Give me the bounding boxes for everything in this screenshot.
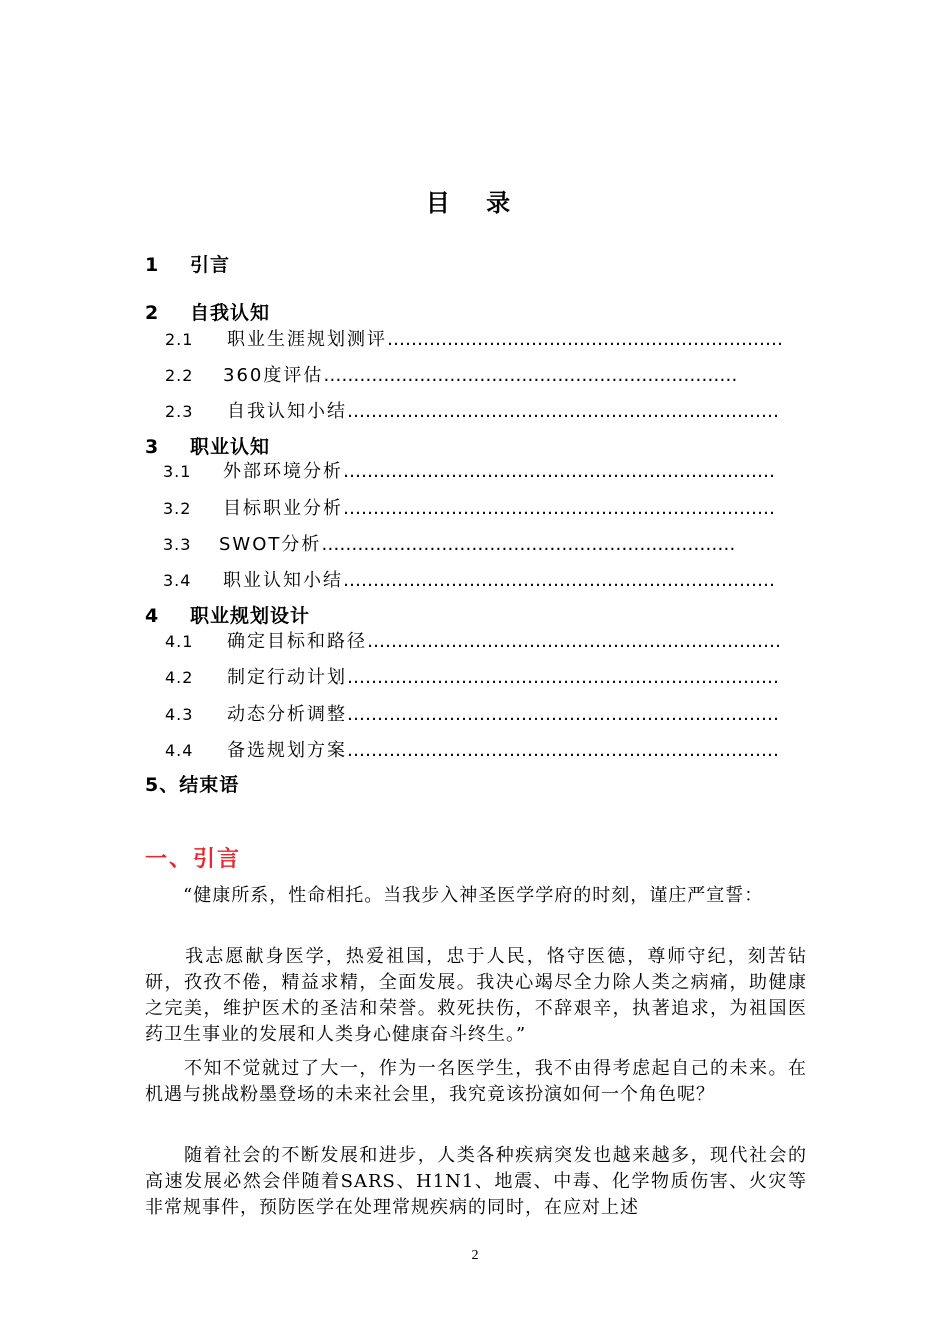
toc-leader-dots: ……………………………………………………………… bbox=[343, 570, 775, 591]
toc-entry-title: 外部环境分析 bbox=[223, 461, 343, 482]
toc-entry-number: 2.1 bbox=[165, 330, 194, 349]
toc-entry-number: 3.1 bbox=[163, 462, 192, 481]
toc-section-number: 2 bbox=[145, 302, 159, 324]
body-paragraph: 我志愿献身医学，热爱祖国，忠于人民，恪守医德，尊师守纪，刻苦钻研，孜孜不倦，精益求精，全面发展。我决心竭尽全力除人类之病痛，助健康之完美，维护医术的圣洁和荣誉。救死扶伤，不辞艰辛，执著追求，为祖国医药卫生事业的发展和人类身心健康奋斗终生。” bbox=[145, 946, 807, 1045]
toc-entry-3-4[interactable] bbox=[163, 566, 775, 592]
body-paragraph: 随着社会的不断发展和进步，人类各种疾病突发也越来越多，现代社会的高速发展必然会伴随着SARS、H1N1、地震、中毒、化学物质伤害、火灾等非常规事件，预防医学在处理常规疾病的同时，在应对上述 bbox=[145, 1145, 807, 1218]
toc-entry-number: 4.2 bbox=[165, 668, 194, 687]
toc-entry-number: 2.2 bbox=[165, 366, 194, 385]
toc-section-title: 引言 bbox=[190, 254, 231, 276]
toc-section-number: 1 bbox=[145, 254, 159, 276]
toc-entry-4-3[interactable] bbox=[165, 700, 779, 726]
toc-entry-3-1[interactable] bbox=[163, 457, 775, 483]
toc-leader-dots: ……………………………………………………………… bbox=[347, 401, 779, 422]
toc-section-3[interactable] bbox=[145, 432, 270, 459]
toc-entry-2-1[interactable] bbox=[165, 325, 783, 351]
page-number: 2 bbox=[471, 1248, 479, 1263]
toc-entry-title: 自我认知小结 bbox=[227, 401, 347, 422]
toc-leader-dots: ………………………………………………………… bbox=[387, 329, 783, 350]
toc-title: 目 录 bbox=[425, 189, 525, 217]
toc-entry-title: 备选规划方案 bbox=[227, 740, 347, 761]
toc-entry-title: 目标职业分析 bbox=[223, 498, 343, 519]
toc-entry-2-2[interactable] bbox=[165, 361, 737, 387]
toc-section-title: 自我认知 bbox=[190, 302, 271, 324]
toc-leader-dots: …………………………………………………………… bbox=[323, 365, 738, 386]
section-heading-introduction: 一、引言 bbox=[145, 847, 242, 872]
toc-entry-number: 3.4 bbox=[163, 571, 192, 590]
toc-entry-title: 确定目标和路径 bbox=[227, 631, 367, 652]
toc-entry-title: 职业认知小结 bbox=[223, 570, 343, 591]
toc-section-title: 职业规划设计 bbox=[190, 605, 311, 627]
toc-section-number: 3 bbox=[145, 436, 159, 458]
toc-entry-title: SWOT分析 bbox=[219, 534, 322, 555]
toc-entry-number: 3.3 bbox=[163, 535, 192, 554]
toc-entry-number: 4.4 bbox=[165, 741, 194, 760]
toc-section-number: 4 bbox=[145, 605, 159, 627]
toc-entry-title: 360度评估 bbox=[223, 365, 324, 386]
body-paragraph: “健康所系，性命相托。当我步入神圣医学学府的时刻，谨庄严宣誓： bbox=[145, 885, 764, 906]
toc-entry-3-2[interactable] bbox=[163, 494, 775, 520]
toc-leader-dots: ……………………………………………………………… bbox=[343, 498, 775, 519]
toc-section-title: 职业认知 bbox=[190, 436, 271, 458]
toc-entry-title: 动态分析调整 bbox=[227, 704, 347, 725]
toc-entry-title: 制定行动计划 bbox=[227, 667, 347, 688]
toc-entry-number: 4.1 bbox=[165, 632, 194, 651]
toc-leader-dots: ……………………………………………………………… bbox=[347, 704, 779, 725]
body-paragraph: 不知不觉就过了大一，作为一名医学生，我不由得考虑起自己的未来。在机遇与挑战粉墨登场的未来社会里，我究竟该扮演如何一个角色呢？ bbox=[145, 1058, 807, 1105]
toc-section-5[interactable] bbox=[145, 770, 239, 797]
toc-leader-dots: …………………………………………………………… bbox=[321, 534, 736, 555]
toc-entry-4-4[interactable] bbox=[165, 736, 779, 762]
toc-section-1[interactable] bbox=[145, 250, 230, 277]
toc-leader-dots: …………………………………………………………… bbox=[367, 631, 781, 652]
toc-entry-4-2[interactable] bbox=[165, 663, 779, 689]
toc-leader-dots: ……………………………………………………………… bbox=[347, 740, 779, 761]
toc-leader-dots: ……………………………………………………………… bbox=[343, 461, 775, 482]
toc-entry-number: 3.2 bbox=[163, 499, 192, 518]
toc-entry-3-3[interactable] bbox=[163, 530, 735, 556]
toc-entry-number: 2.3 bbox=[165, 402, 194, 421]
toc-section-title: 5、结束语 bbox=[145, 774, 240, 796]
toc-leader-dots: ……………………………………………………………… bbox=[347, 667, 779, 688]
toc-section-4[interactable] bbox=[145, 601, 310, 628]
toc-entry-2-3[interactable] bbox=[165, 397, 779, 423]
toc-entry-4-1[interactable] bbox=[165, 627, 781, 653]
toc-section-2[interactable] bbox=[145, 298, 270, 325]
toc-entry-number: 4.3 bbox=[165, 705, 194, 724]
toc-entry-title: 职业生涯规划测评 bbox=[227, 329, 387, 350]
